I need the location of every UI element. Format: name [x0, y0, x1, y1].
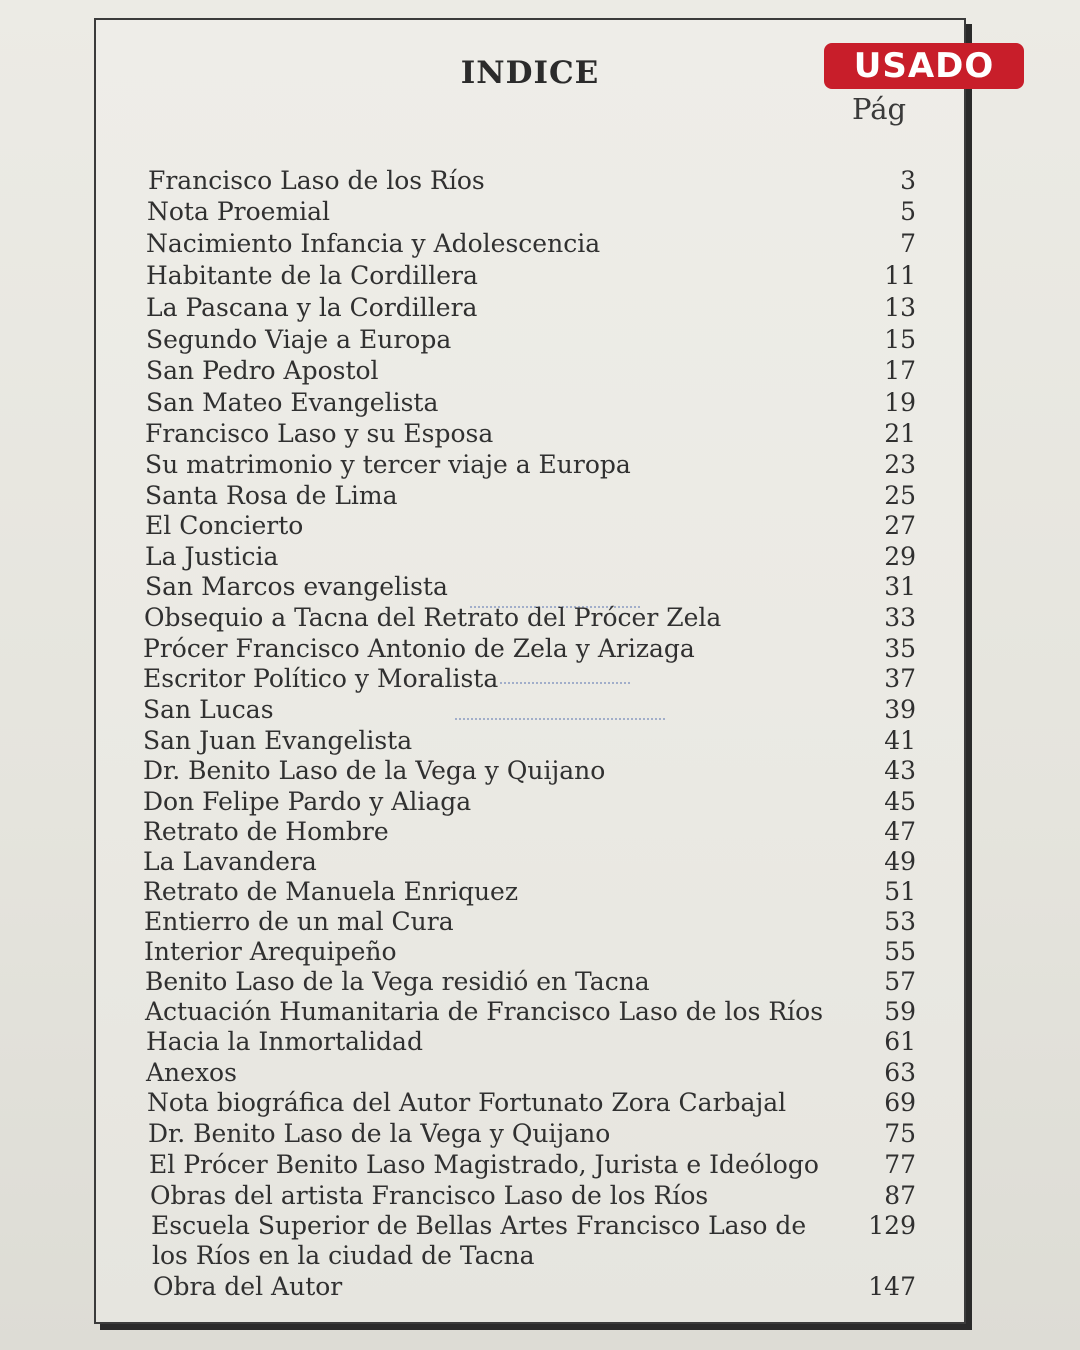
- toc-entry-title: La Lavandera: [143, 847, 317, 876]
- toc-entry-title: San Marcos evangelista: [145, 572, 448, 601]
- toc-entry-title: Nota Proemial: [147, 197, 331, 226]
- toc-entry-page-number: 41: [884, 726, 916, 755]
- toc-entry-page-number: 87: [884, 1181, 916, 1210]
- toc-entry-page-number: 77: [884, 1150, 916, 1179]
- toc-entry-title: Su matrimonio y tercer viaje a Europa: [145, 450, 631, 479]
- toc-entry-page-number: 75: [884, 1119, 916, 1148]
- toc-entry-title: Nota biográfica del Autor Fortunato Zora Carbajal: [147, 1088, 787, 1117]
- toc-entry-title: Actuación Humanitaria de Francisco Laso de los Ríos: [145, 997, 824, 1026]
- toc-entry-title: Segundo Viaje a Europa: [146, 325, 452, 354]
- toc-entry-title: Retrato de Hombre: [143, 817, 389, 846]
- toc-entry-title: Obsequio a Tacna del Retrato del Prócer Zela: [144, 603, 722, 632]
- toc-entry-page-number: 49: [884, 847, 916, 876]
- page-column-label: Pág: [852, 92, 907, 126]
- toc-entry-page-number: 53: [884, 907, 916, 936]
- toc-entry-page-number: 21: [884, 419, 916, 448]
- toc-entry-page-number: 27: [884, 511, 916, 540]
- toc-entry-page-number: 59: [884, 997, 916, 1026]
- toc-entry-page-number: 23: [884, 450, 916, 479]
- toc-entry-page-number: 11: [884, 261, 916, 290]
- toc-entry-title: Obras del artista Francisco Laso de los Ríos: [150, 1181, 709, 1210]
- toc-entry-title: Nacimiento Infancia y Adolescencia: [146, 229, 601, 258]
- toc-entry-title: Benito Laso de la Vega residió en Tacna: [145, 967, 650, 996]
- toc-entry-title: La Pascana y la Cordillera: [146, 293, 478, 322]
- toc-entry-title: San Juan Evangelista: [143, 726, 413, 755]
- toc-entry-title: El Prócer Benito Laso Magistrado, Jurista e Ideólogo: [149, 1150, 819, 1179]
- toc-entry-title: Santa Rosa de Lima: [145, 481, 398, 510]
- toc-entry-title: Anexos: [146, 1058, 237, 1087]
- toc-entry-title: Francisco Laso y su Esposa: [145, 419, 494, 448]
- toc-entry-page-number: 33: [884, 603, 916, 632]
- toc-entry-page-number: 25: [884, 481, 916, 510]
- toc-entry-title: Escuela Superior de Bellas Artes Francisco Laso de: [151, 1211, 807, 1240]
- toc-entry-title: San Lucas: [143, 695, 274, 724]
- toc-entry-title: Don Felipe Pardo y Aliaga: [143, 787, 472, 816]
- toc-entry-title: Escritor Político y Moralista: [143, 664, 499, 693]
- toc-entry-page-number: 57: [884, 967, 916, 996]
- toc-entry-title: Prócer Francisco Antonio de Zela y Arizaga: [143, 634, 695, 663]
- toc-entry-page-number: 147: [868, 1272, 916, 1301]
- toc-entry-page-number: 31: [884, 572, 916, 601]
- toc-entry-title: Retrato de Manuela Enriquez: [143, 877, 519, 906]
- used-badge: USADO: [824, 43, 1024, 89]
- toc-entry-title: Obra del Autor: [153, 1272, 343, 1301]
- toc-entry-page-number: 5: [900, 197, 916, 226]
- toc-entry-title: Interior Arequipeño: [144, 937, 397, 966]
- toc-entry-page-number: 47: [884, 817, 916, 846]
- toc-entry-page-number: 17: [884, 356, 916, 385]
- toc-entry-page-number: 15: [884, 325, 916, 354]
- toc-entry-title: Entierro de un mal Cura: [144, 907, 454, 936]
- toc-entry-title: San Pedro Apostol: [146, 356, 379, 385]
- toc-entry-page-number: 29: [884, 542, 916, 571]
- toc-entry-page-number: 43: [884, 756, 916, 785]
- toc-entry-page-number: 7: [900, 229, 916, 258]
- toc-entry-page-number: 61: [884, 1027, 916, 1056]
- toc-entry-page-number: 13: [884, 293, 916, 322]
- toc-entry-title: Dr. Benito Laso de la Vega y Quijano: [148, 1119, 611, 1148]
- toc-entry-title: San Mateo Evangelista: [146, 388, 439, 417]
- toc-entry-page-number: 45: [884, 787, 916, 816]
- toc-entry-page-number: 19: [884, 388, 916, 417]
- toc-entry-page-number: 35: [884, 634, 916, 663]
- toc-entry-title: Hacia la Inmortalidad: [146, 1027, 423, 1056]
- toc-entry-title: los Ríos en la ciudad de Tacna: [152, 1241, 535, 1270]
- toc-entry-page-number: 37: [884, 664, 916, 693]
- toc-entry-title: La Justicia: [145, 542, 279, 571]
- toc-entry-title: Dr. Benito Laso de la Vega y Quijano: [143, 756, 606, 785]
- toc-entry-page-number: 69: [884, 1088, 916, 1117]
- toc-entry-page-number: 39: [884, 695, 916, 724]
- toc-entry-title: Habitante de la Cordillera: [146, 261, 478, 290]
- toc-entry-page-number: 55: [884, 937, 916, 966]
- toc-entry-page-number: 3: [900, 166, 916, 195]
- toc-entry-page-number: 51: [884, 877, 916, 906]
- index-title: INDICE: [460, 55, 600, 91]
- toc-entry-title: El Concierto: [145, 511, 304, 540]
- toc-entry-page-number: 63: [884, 1058, 916, 1087]
- toc-entry-page-number: 129: [868, 1211, 916, 1240]
- toc-entry-title: Francisco Laso de los Ríos: [148, 166, 485, 195]
